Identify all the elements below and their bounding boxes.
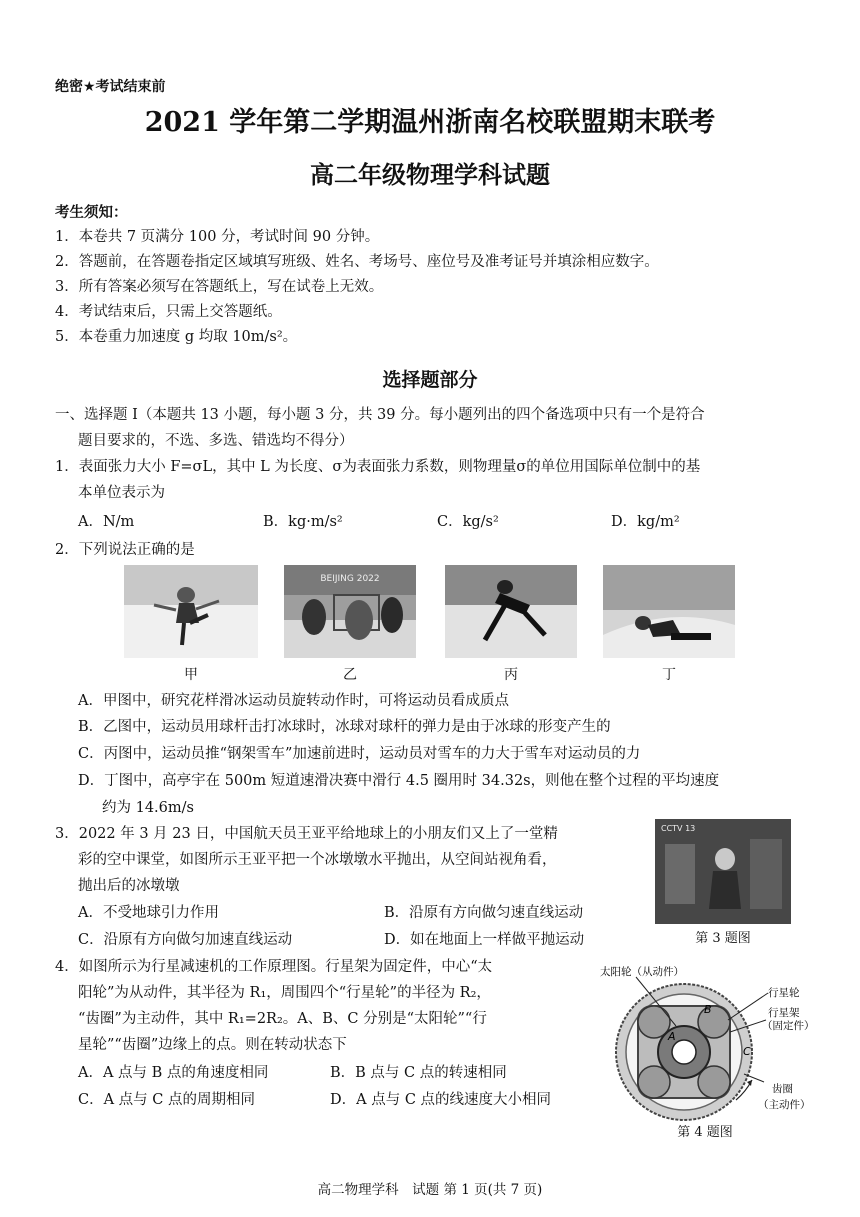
- exam-subtitle: 高二年级物理学科试题: [310, 160, 550, 189]
- carrier-label: 行星架: [768, 1007, 800, 1019]
- planet-gear-label: 行星轮: [768, 987, 800, 999]
- notice-item: 1．本卷共 7 页满分 100 分，考试时间 90 分钟。: [55, 229, 380, 245]
- q2-option-d-cont: 约为 14.6m/s: [102, 800, 194, 816]
- page-footer: 高二物理学科 试题 第 1 页(共 7 页): [317, 1182, 543, 1198]
- q3-option-a: A．不受地球引力作用: [78, 905, 219, 921]
- notice-item: 4．考试结束后，只需上交答题纸。: [55, 304, 282, 320]
- q1-stem: 1．表面张力大小 F=σL，其中 L 为长度、σ为表面张力系数，则物理量σ的单位用国际单位制中的基: [55, 459, 701, 475]
- q4-stem: 4．如图所示为行星减速机的工作原理图。行星架为固定件，中心“太: [55, 959, 493, 975]
- q4-figure-caption: 第 4 题图: [677, 1125, 733, 1140]
- q2-option-d: D．丁图中，高亭宇在 500m 短道速滑决赛中滑行 4.5 圈用时 34.32s，则他在整个过程的平均速度: [78, 773, 720, 789]
- q3-stem-cont: 彩的空中课堂，如图所示王亚平把一个冰墩墩水平抛出，从空间站视角看，: [78, 852, 557, 868]
- part-instruction: 一、选择题 I（本题共 13 小题，每小题 3 分，共 39 分。每小题列出的四个备选项中只有一个是符合: [55, 407, 705, 423]
- photo-speed-skating: [445, 565, 577, 658]
- notice-heading: 考生须知：: [55, 205, 128, 221]
- q3-option-b: B．沿原有方向做匀速直线运动: [384, 905, 584, 921]
- ring-gear-label: 齿圈: [772, 1083, 793, 1095]
- q2-stem: 2．下列说法正确的是: [55, 542, 195, 558]
- q1-option-d: D．kg/m²: [611, 514, 680, 530]
- notice-item: 2．答题前，在答题卷指定区域填写班级、姓名、考场号、座位号及准考证号并填涂相应数字。: [55, 254, 659, 270]
- q4-stem-cont2: “齿圈”为主动件，其中 R₁=2R₂。A、B、C 分别是“太阳轮”“行: [78, 1011, 487, 1027]
- sun-gear-label: 太阳轮（从动件）: [600, 966, 684, 978]
- confidential-mark: 绝密★考试结束前: [55, 79, 166, 95]
- caption-bing: 丙: [504, 667, 518, 683]
- caption-ding: 丁: [662, 667, 676, 683]
- q1-option-c: C．kg/s²: [437, 514, 499, 530]
- carrier-fixed-label: （固定件）: [762, 1020, 815, 1032]
- q1-option-a: A．N/m: [78, 514, 135, 530]
- q3-stem: 3．2022 年 3 月 23 日，中国航天员王亚平给地球上的小朋友们又上了一堂精: [55, 826, 558, 842]
- caption-yi: 乙: [343, 667, 357, 683]
- point-a-label: A: [668, 1030, 676, 1043]
- q3-option-d: D．如在地面上一样做平抛运动: [384, 932, 585, 948]
- part-instruction-cont: 题目要求的，不选、多选、错选均不得分）: [78, 433, 354, 449]
- q3-figure-caption: 第 3 题图: [695, 931, 751, 946]
- q3-stem-cont2: 抛出后的冰墩墩: [78, 878, 180, 894]
- q4-option-b: B．B 点与 C 点的转速相同: [330, 1065, 507, 1081]
- point-c-label: C: [743, 1045, 751, 1058]
- q2-option-b: B．乙图中，运动员用球杆击打冰球时，冰球对球杆的弹力是由于冰球的形变产生的: [78, 719, 611, 735]
- q4-stem-cont3: 星轮”“齿圈”边缘上的点。则在转动状态下: [78, 1037, 347, 1053]
- ring-driver-label: （主动件）: [758, 1099, 811, 1111]
- q1-option-b: B．kg·m/s²: [263, 514, 343, 530]
- q4-option-a: A．A 点与 B 点的角速度相同: [78, 1065, 269, 1081]
- photo-space-classroom: [655, 819, 791, 924]
- q4-option-d: D．A 点与 C 点的线速度大小相同: [330, 1092, 552, 1108]
- notice-item: 5．本卷重力加速度 g 均取 10m/s²。: [55, 329, 298, 345]
- photo-skeleton-sled: [603, 565, 735, 658]
- notice-item: 3．所有答案必须写在答题纸上，写在试卷上无效。: [55, 279, 384, 295]
- olympic-banner-text: BEIJING 2022: [320, 574, 380, 584]
- tv-logo: CCTV 13: [661, 824, 696, 833]
- exam-title: 2021 学年第二学期温州浙南名校联盟期末联考: [144, 107, 716, 138]
- point-b-label: B: [704, 1003, 712, 1016]
- q4-stem-cont: 阳轮”为从动件，其半径为 R₁，周围四个“行星轮”的半径为 R₂，: [78, 985, 491, 1001]
- q3-option-c: C．沿原有方向做匀加速直线运动: [78, 932, 293, 948]
- q4-option-c: C．A 点与 C 点的周期相同: [78, 1092, 255, 1108]
- q2-option-a: A．甲图中，研究花样滑冰运动员旋转动作时，可将运动员看成质点: [78, 693, 509, 709]
- photo-ice-hockey: [284, 565, 416, 658]
- q2-option-c: C．丙图中，运动员推“钢架雪车”加速前进时，运动员对雪车的力大于雪车对运动员的力: [78, 746, 641, 762]
- caption-jia: 甲: [184, 667, 198, 683]
- planetary-gear-diagram: [596, 962, 816, 1122]
- photo-figure-skating: [124, 565, 258, 658]
- section-title: 选择题部分: [382, 369, 478, 391]
- q1-stem-cont: 本单位表示为: [78, 485, 165, 501]
